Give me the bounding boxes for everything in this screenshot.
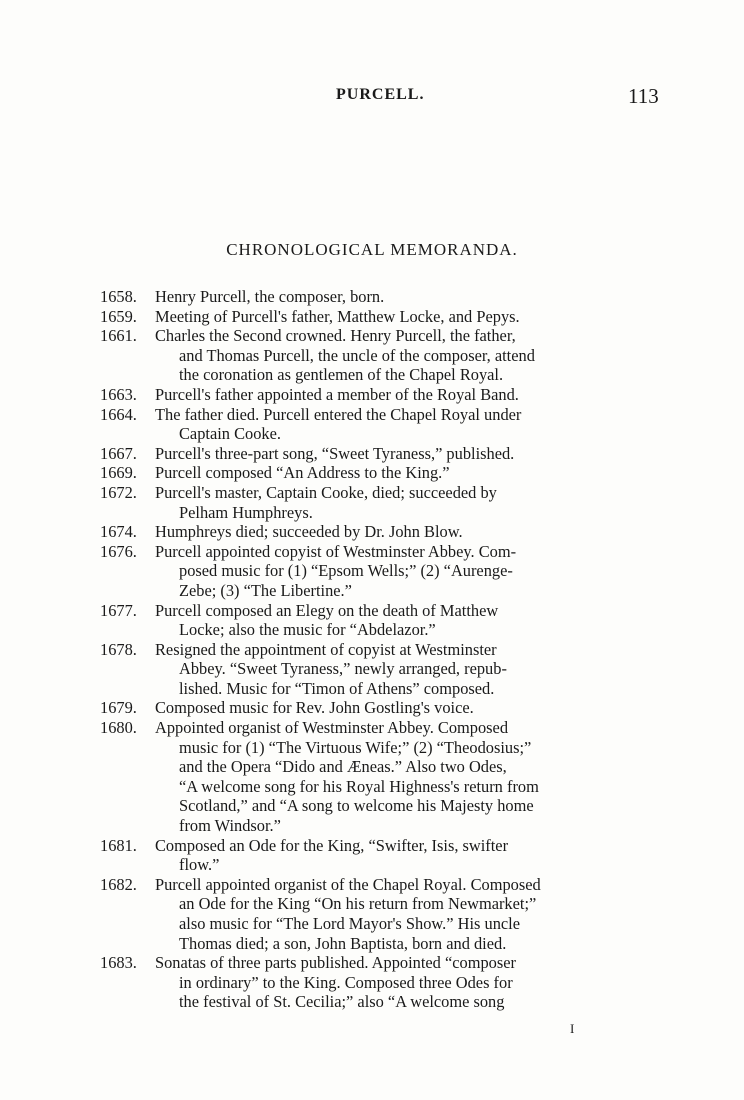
chronology-entry — [100, 875, 665, 953]
chronology-entry — [100, 601, 665, 640]
entry-line: an Ode for the King “On his return from Newmarket;” — [179, 894, 537, 914]
entry-year: 1658. — [100, 287, 137, 306]
entry-text — [155, 463, 665, 483]
chronology-entry — [100, 698, 665, 718]
entry-line: and the Opera “Dido and Æneas.” Also two Odes, — [179, 757, 507, 777]
entry-line: in ordinary” to the King. Composed three Odes for — [179, 972, 513, 992]
entry-line: Purcell's father appointed a member of the Royal Band. — [155, 384, 519, 404]
entry-line: Pelham Humphreys. — [179, 502, 313, 522]
entry-line: The father died. Purcell entered the Chapel Royal under — [155, 404, 522, 424]
entry-line: Humphreys died; succeeded by Dr. John Blow. — [155, 522, 463, 542]
entry-line: the festival of St. Cecilia;” also “A welcome song — [179, 992, 505, 1012]
page-number: 113 — [628, 84, 659, 108]
entry-year: 1672. — [100, 482, 137, 502]
entry-line: flow.” — [179, 855, 220, 875]
running-head: PURCELL. — [336, 86, 425, 103]
chronology-entry — [100, 463, 665, 483]
entry-line: and Thomas Purcell, the uncle of the composer, attend — [179, 345, 535, 365]
entry-text — [155, 326, 665, 385]
entry-text — [155, 875, 665, 953]
entry-line: music for (1) “The Virtuous Wife;” (2) “Theodosius;” — [179, 737, 532, 757]
entry-year: 1677. — [100, 600, 137, 620]
entry-year: 1674. — [100, 522, 137, 542]
entry-year: 1676. — [100, 541, 137, 561]
entry-line: from Windsor.” — [179, 816, 281, 836]
entry-text — [155, 698, 665, 718]
entry-year: 1659. — [100, 306, 137, 326]
section-title: CHRONOLOGICAL MEMORANDA. — [226, 240, 518, 259]
chronology-entry — [100, 836, 665, 875]
entry-year: 1679. — [100, 698, 137, 718]
chronology-entry — [100, 953, 665, 1012]
entry-text — [155, 483, 665, 522]
entry-line: Resigned the appointment of copyist at Westminster — [155, 639, 497, 659]
entry-year: 1663. — [100, 384, 137, 404]
chronology-entry — [100, 307, 665, 327]
entry-year: 1669. — [100, 463, 137, 483]
entry-line: Scotland,” and “A song to welcome his Majesty home — [179, 796, 534, 816]
chronology-list — [100, 287, 665, 1012]
entry-year: 1680. — [100, 718, 137, 738]
entry-line: Henry Purcell, the composer, born. — [155, 287, 385, 306]
entry-text — [155, 542, 665, 601]
entry-line: Purcell appointed organist of the Chapel Royal. Composed — [155, 874, 541, 894]
entry-line: Meeting of Purcell's father, Matthew Locke, and Pepys. — [155, 306, 520, 326]
chronology-entry — [100, 640, 665, 699]
entry-text — [155, 444, 665, 464]
entry-text — [155, 385, 665, 405]
signature-mark: I — [570, 1021, 575, 1036]
chronology-entry — [100, 444, 665, 464]
entry-line: Charles the Second crowned. Henry Purcell, the father, — [155, 326, 516, 346]
entry-year: 1661. — [100, 326, 137, 346]
entry-text — [155, 601, 665, 640]
entry-year: 1664. — [100, 404, 137, 424]
entry-line: Sonatas of three parts published. Appointed “composer — [155, 953, 516, 973]
entry-line: Captain Cooke. — [179, 424, 281, 444]
entry-line: Thomas died; a son, John Baptista, born and died. — [179, 933, 507, 953]
chronology-entry — [100, 385, 665, 405]
entry-year: 1667. — [100, 443, 137, 463]
entry-text — [155, 718, 665, 836]
entry-text — [155, 640, 665, 699]
entry-text — [155, 307, 665, 327]
page-header — [0, 84, 744, 108]
entry-year: 1678. — [100, 639, 137, 659]
entry-line: Purcell's master, Captain Cooke, died; succeeded by — [155, 482, 497, 502]
chronology-entry — [100, 522, 665, 542]
entry-line: Composed music for Rev. John Gostling's voice. — [155, 698, 474, 718]
entry-text — [155, 522, 665, 542]
entry-line: also music for “The Lord Mayor's Show.” His uncle — [179, 914, 521, 933]
entry-line: Purcell appointed copyist of Westminster Abbey. Com- — [155, 541, 517, 561]
entry-line: posed music for (1) “Epsom Wells;” (2) “Aurenge- — [179, 561, 513, 581]
entry-text — [155, 287, 665, 307]
entry-line: Purcell composed “An Address to the King.” — [155, 463, 450, 483]
entry-year: 1683. — [100, 953, 137, 973]
chronology-entry — [100, 483, 665, 522]
entry-line: “A welcome song for his Royal Highness's return from — [179, 776, 539, 796]
entry-line: Purcell's three-part song, “Sweet Tyraness,” published. — [155, 443, 515, 463]
chronology-entry — [100, 326, 665, 385]
entry-line: Appointed organist of Westminster Abbey. Composed — [155, 718, 509, 738]
entry-line: Zebe; (3) “The Libertine.” — [179, 580, 352, 600]
entry-line: lished. Music for “Timon of Athens” composed. — [179, 678, 495, 698]
chronology-entry — [100, 542, 665, 601]
entry-line: Abbey. “Sweet Tyraness,” newly arranged, repub- — [179, 659, 507, 679]
chronology-entry — [100, 405, 665, 444]
entry-line: the coronation as gentlemen of the Chapel Royal. — [179, 365, 504, 385]
chronology-entry — [100, 287, 665, 307]
chronology-entry — [100, 718, 665, 836]
entry-year: 1682. — [100, 874, 137, 894]
entry-line: Purcell composed an Elegy on the death of Matthew — [155, 600, 499, 620]
entry-text — [155, 405, 665, 444]
entry-text — [155, 953, 665, 1012]
entry-year: 1681. — [100, 835, 137, 855]
entry-line: Composed an Ode for the King, “Swifter, Isis, swifter — [155, 835, 509, 855]
entry-text — [155, 836, 665, 875]
entry-line: Locke; also the music for “Abdelazor.” — [179, 620, 436, 640]
